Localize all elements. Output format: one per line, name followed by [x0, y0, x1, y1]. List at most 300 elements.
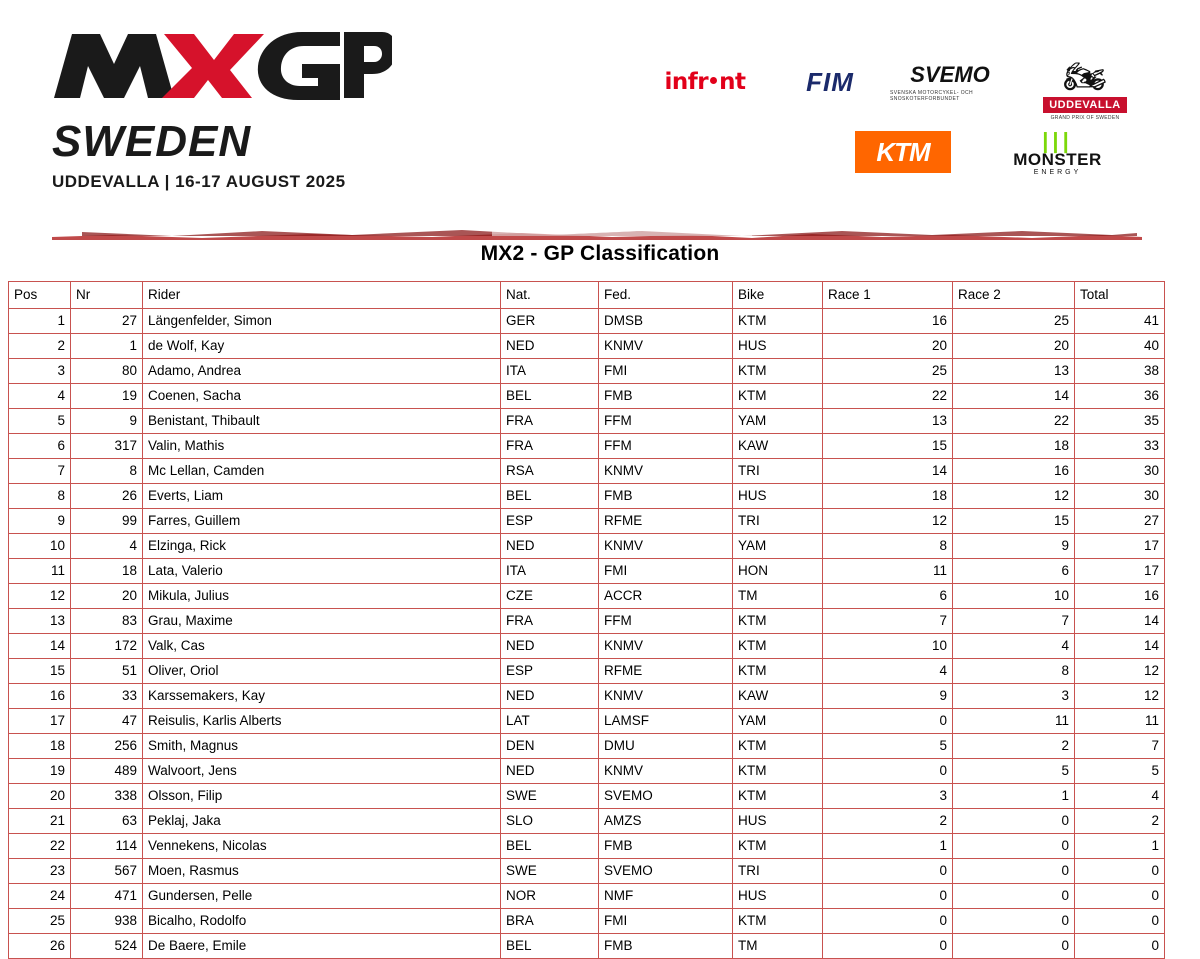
cell-fed: KNMV	[599, 684, 733, 709]
table-row	[9, 684, 1165, 709]
cell-fed: FMB	[599, 384, 733, 409]
table-row	[9, 484, 1165, 509]
cell-race1: 5	[823, 734, 953, 759]
cell-rider: Moen, Rasmus	[143, 859, 501, 884]
cell-fed: KNMV	[599, 459, 733, 484]
cell-rider: Mc Lellan, Camden	[143, 459, 501, 484]
cell-pos: 20	[9, 784, 71, 809]
cell-rider: Everts, Liam	[143, 484, 501, 509]
table-row	[9, 759, 1165, 784]
cell-bike: HUS	[733, 484, 823, 509]
cell-race1: 0	[823, 934, 953, 959]
table-row	[9, 784, 1165, 809]
cell-nr: 63	[71, 809, 143, 834]
cell-race1: 14	[823, 459, 953, 484]
sponsor-strip-top	[650, 52, 1160, 122]
cell-rider: Valin, Mathis	[143, 434, 501, 459]
cell-bike: KTM	[733, 734, 823, 759]
cell-nr: 99	[71, 509, 143, 534]
table-header	[9, 282, 1165, 309]
cell-race1: 15	[823, 434, 953, 459]
motocross-rider-icon: 🏍	[1063, 58, 1107, 96]
cell-nat: NED	[501, 334, 599, 359]
cell-total: 17	[1075, 559, 1165, 584]
cell-race2: 22	[953, 409, 1075, 434]
cell-nr: 8	[71, 459, 143, 484]
cell-bike: YAM	[733, 409, 823, 434]
cell-total: 0	[1075, 859, 1165, 884]
cell-pos: 23	[9, 859, 71, 884]
cell-total: 2	[1075, 809, 1165, 834]
cell-bike: KTM	[733, 659, 823, 684]
cell-total: 30	[1075, 459, 1165, 484]
table-row	[9, 859, 1165, 884]
cell-fed: FMI	[599, 909, 733, 934]
cell-pos: 5	[9, 409, 71, 434]
cell-race2: 1	[953, 784, 1075, 809]
table-row	[9, 459, 1165, 484]
fim-logo	[780, 66, 880, 98]
cell-fed: FMI	[599, 359, 733, 384]
cell-total: 14	[1075, 634, 1165, 659]
cell-bike: KTM	[733, 834, 823, 859]
cell-race2: 4	[953, 634, 1075, 659]
cell-bike: TM	[733, 584, 823, 609]
cell-nat: SWE	[501, 784, 599, 809]
table-row	[9, 709, 1165, 734]
cell-total: 16	[1075, 584, 1165, 609]
cell-rider: Mikula, Julius	[143, 584, 501, 609]
cell-race1: 4	[823, 659, 953, 684]
table-row	[9, 884, 1165, 909]
cell-total: 0	[1075, 934, 1165, 959]
cell-nat: NED	[501, 534, 599, 559]
table-row	[9, 659, 1165, 684]
cell-rider: Gundersen, Pelle	[143, 884, 501, 909]
cell-nat: RSA	[501, 459, 599, 484]
cell-total: 36	[1075, 384, 1165, 409]
cell-race2: 6	[953, 559, 1075, 584]
table-row	[9, 509, 1165, 534]
cell-race2: 0	[953, 934, 1075, 959]
cell-race2: 9	[953, 534, 1075, 559]
column-header-bike: Bike	[733, 282, 823, 309]
cell-pos: 3	[9, 359, 71, 384]
ktm-logo	[855, 131, 951, 173]
table-row	[9, 309, 1165, 334]
table-row	[9, 934, 1165, 959]
cell-rider: Valk, Cas	[143, 634, 501, 659]
cell-pos: 21	[9, 809, 71, 834]
cell-bike: HUS	[733, 809, 823, 834]
cell-nat: BRA	[501, 909, 599, 934]
cell-bike: TRI	[733, 509, 823, 534]
table-row	[9, 384, 1165, 409]
cell-race1: 8	[823, 534, 953, 559]
column-header-total: Total	[1075, 282, 1165, 309]
cell-rider: Lata, Valerio	[143, 559, 501, 584]
cell-nr: 317	[71, 434, 143, 459]
cell-race2: 0	[953, 809, 1075, 834]
table-row	[9, 634, 1165, 659]
cell-race2: 0	[953, 884, 1075, 909]
cell-nr: 338	[71, 784, 143, 809]
page-header	[0, 0, 1200, 232]
cell-race1: 12	[823, 509, 953, 534]
cell-rider: Walvoort, Jens	[143, 759, 501, 784]
cell-race2: 11	[953, 709, 1075, 734]
cell-rider: Elzinga, Rick	[143, 534, 501, 559]
cell-pos: 10	[9, 534, 71, 559]
cell-bike: KTM	[733, 384, 823, 409]
cell-pos: 4	[9, 384, 71, 409]
cell-rider: Olsson, Filip	[143, 784, 501, 809]
cell-total: 0	[1075, 909, 1165, 934]
cell-race2: 12	[953, 484, 1075, 509]
cell-bike: TRI	[733, 459, 823, 484]
table-row	[9, 359, 1165, 384]
cell-rider: Farres, Guillem	[143, 509, 501, 534]
cell-race1: 22	[823, 384, 953, 409]
cell-race2: 25	[953, 309, 1075, 334]
cell-nr: 20	[71, 584, 143, 609]
svemo-sublabel: SVENSKA MOTORCYKEL- OCH SNOSKOTERFORBUNDET	[890, 90, 974, 102]
cell-race2: 18	[953, 434, 1075, 459]
cell-nat: FRA	[501, 609, 599, 634]
cell-bike: KTM	[733, 759, 823, 784]
cell-nat: SWE	[501, 859, 599, 884]
cell-total: 33	[1075, 434, 1165, 459]
cell-rider: Peklaj, Jaka	[143, 809, 501, 834]
cell-nat: SLO	[501, 809, 599, 834]
cell-nat: NED	[501, 759, 599, 784]
cell-pos: 11	[9, 559, 71, 584]
cell-rider: Adamo, Andrea	[143, 359, 501, 384]
cell-race1: 2	[823, 809, 953, 834]
column-header-rider: Rider	[143, 282, 501, 309]
cell-fed: FMB	[599, 934, 733, 959]
cell-race2: 8	[953, 659, 1075, 684]
table-row	[9, 409, 1165, 434]
cell-race1: 0	[823, 909, 953, 934]
cell-nr: 938	[71, 909, 143, 934]
cell-race2: 5	[953, 759, 1075, 784]
cell-nr: 4	[71, 534, 143, 559]
cell-fed: FMB	[599, 834, 733, 859]
table-row	[9, 584, 1165, 609]
cell-nr: 19	[71, 384, 143, 409]
cell-bike: YAM	[733, 534, 823, 559]
cell-race2: 3	[953, 684, 1075, 709]
cell-total: 11	[1075, 709, 1165, 734]
svemo-logo	[890, 62, 1010, 102]
cell-rider: de Wolf, Kay	[143, 334, 501, 359]
cell-fed: SVEMO	[599, 784, 733, 809]
monster-energy-logo	[985, 125, 1130, 181]
results-table-container	[8, 281, 1168, 959]
cell-race2: 13	[953, 359, 1075, 384]
cell-race1: 18	[823, 484, 953, 509]
cell-fed: FFM	[599, 609, 733, 634]
cell-race1: 0	[823, 709, 953, 734]
cell-race1: 0	[823, 759, 953, 784]
cell-pos: 2	[9, 334, 71, 359]
mxgp-logo	[52, 28, 392, 192]
table-row	[9, 334, 1165, 359]
cell-nr: 9	[71, 409, 143, 434]
cell-nr: 524	[71, 934, 143, 959]
cell-fed: AMZS	[599, 809, 733, 834]
cell-race1: 6	[823, 584, 953, 609]
column-header-fed: Fed.	[599, 282, 733, 309]
cell-pos: 26	[9, 934, 71, 959]
cell-nr: 1	[71, 334, 143, 359]
monster-claw-icon: |||	[1042, 127, 1073, 153]
cell-bike: KTM	[733, 359, 823, 384]
mxgp-wordmark-icon	[52, 28, 392, 102]
cell-nat: ESP	[501, 659, 599, 684]
column-header-nat: Nat.	[501, 282, 599, 309]
cell-race2: 0	[953, 834, 1075, 859]
cell-pos: 6	[9, 434, 71, 459]
cell-rider: Smith, Magnus	[143, 734, 501, 759]
cell-nr: 83	[71, 609, 143, 634]
cell-race1: 10	[823, 634, 953, 659]
brush-divider	[52, 228, 1142, 244]
cell-nat: FRA	[501, 409, 599, 434]
cell-bike: KTM	[733, 309, 823, 334]
cell-race1: 1	[823, 834, 953, 859]
cell-nat: BEL	[501, 934, 599, 959]
cell-race2: 20	[953, 334, 1075, 359]
cell-total: 38	[1075, 359, 1165, 384]
cell-bike: TM	[733, 934, 823, 959]
cell-rider: Längenfelder, Simon	[143, 309, 501, 334]
cell-nat: BEL	[501, 834, 599, 859]
cell-pos: 16	[9, 684, 71, 709]
cell-pos: 15	[9, 659, 71, 684]
cell-bike: KTM	[733, 609, 823, 634]
cell-nat: NED	[501, 634, 599, 659]
column-header-pos: Pos	[9, 282, 71, 309]
cell-race2: 10	[953, 584, 1075, 609]
cell-nr: 256	[71, 734, 143, 759]
cell-fed: NMF	[599, 884, 733, 909]
cell-race1: 25	[823, 359, 953, 384]
cell-nat: BEL	[501, 484, 599, 509]
cell-fed: LAMSF	[599, 709, 733, 734]
cell-rider: Reisulis, Karlis Alberts	[143, 709, 501, 734]
results-table	[8, 281, 1165, 959]
cell-race1: 16	[823, 309, 953, 334]
cell-bike: KAW	[733, 684, 823, 709]
svemo-label: SVEMO	[910, 62, 990, 87]
cell-nat: NED	[501, 684, 599, 709]
cell-pos: 14	[9, 634, 71, 659]
cell-fed: KNMV	[599, 334, 733, 359]
cell-race1: 13	[823, 409, 953, 434]
cell-race1: 11	[823, 559, 953, 584]
cell-fed: DMSB	[599, 309, 733, 334]
cell-total: 5	[1075, 759, 1165, 784]
cell-total: 27	[1075, 509, 1165, 534]
infront-logo	[650, 68, 760, 96]
cell-total: 35	[1075, 409, 1165, 434]
cell-rider: Oliver, Oriol	[143, 659, 501, 684]
cell-bike: HON	[733, 559, 823, 584]
cell-race2: 0	[953, 909, 1075, 934]
cell-rider: Karssemakers, Kay	[143, 684, 501, 709]
cell-race2: 14	[953, 384, 1075, 409]
infront-label: infr	[664, 69, 709, 95]
cell-total: 14	[1075, 609, 1165, 634]
table-row	[9, 834, 1165, 859]
cell-nat: FRA	[501, 434, 599, 459]
cell-nr: 80	[71, 359, 143, 384]
cell-rider: Coenen, Sacha	[143, 384, 501, 409]
cell-race1: 0	[823, 884, 953, 909]
uddevalla-sublabel: GRAND PRIX OF SWEDEN	[1050, 115, 1120, 121]
cell-nr: 172	[71, 634, 143, 659]
cell-total: 12	[1075, 659, 1165, 684]
cell-pos: 18	[9, 734, 71, 759]
cell-bike: YAM	[733, 709, 823, 734]
cell-nr: 489	[71, 759, 143, 784]
cell-nr: 33	[71, 684, 143, 709]
cell-pos: 12	[9, 584, 71, 609]
cell-race2: 15	[953, 509, 1075, 534]
cell-pos: 25	[9, 909, 71, 934]
cell-pos: 17	[9, 709, 71, 734]
cell-fed: KNMV	[599, 534, 733, 559]
cell-fed: KNMV	[599, 759, 733, 784]
fim-label: FIM	[806, 66, 854, 97]
cell-total: 12	[1075, 684, 1165, 709]
cell-fed: FMI	[599, 559, 733, 584]
cell-nat: CZE	[501, 584, 599, 609]
table-row	[9, 534, 1165, 559]
cell-race2: 16	[953, 459, 1075, 484]
cell-rider: De Baere, Emile	[143, 934, 501, 959]
cell-nat: DEN	[501, 734, 599, 759]
cell-bike: TRI	[733, 859, 823, 884]
event-subtitle: UDDEVALLA | 16-17 AUGUST 2025	[52, 172, 346, 191]
cell-nat: BEL	[501, 384, 599, 409]
cell-fed: DMU	[599, 734, 733, 759]
cell-race1: 9	[823, 684, 953, 709]
cell-fed: FMB	[599, 484, 733, 509]
cell-pos: 8	[9, 484, 71, 509]
cell-race1: 7	[823, 609, 953, 634]
cell-fed: RFME	[599, 659, 733, 684]
cell-race2: 2	[953, 734, 1075, 759]
cell-nat: LAT	[501, 709, 599, 734]
cell-nat: ITA	[501, 359, 599, 384]
column-header-nr: Nr	[71, 282, 143, 309]
cell-fed: FFM	[599, 409, 733, 434]
page-title: MX2 - GP Classification	[480, 242, 720, 265]
cell-nr: 471	[71, 884, 143, 909]
infront-dot-icon	[710, 77, 717, 84]
cell-pos: 9	[9, 509, 71, 534]
cell-race2: 7	[953, 609, 1075, 634]
cell-bike: HUS	[733, 884, 823, 909]
table-row	[9, 734, 1165, 759]
cell-total: 4	[1075, 784, 1165, 809]
cell-nr: 567	[71, 859, 143, 884]
cell-race1: 20	[823, 334, 953, 359]
table-row	[9, 609, 1165, 634]
cell-pos: 22	[9, 834, 71, 859]
cell-total: 0	[1075, 884, 1165, 909]
cell-nr: 27	[71, 309, 143, 334]
cell-race2: 0	[953, 859, 1075, 884]
uddevalla-label: UDDEVALLA	[1043, 97, 1127, 113]
cell-bike: KTM	[733, 909, 823, 934]
cell-bike: KTM	[733, 784, 823, 809]
cell-nat: ITA	[501, 559, 599, 584]
cell-nr: 18	[71, 559, 143, 584]
cell-pos: 24	[9, 884, 71, 909]
cell-race1: 0	[823, 859, 953, 884]
cell-rider: Grau, Maxime	[143, 609, 501, 634]
cell-pos: 13	[9, 609, 71, 634]
table-row	[9, 909, 1165, 934]
cell-nat: NOR	[501, 884, 599, 909]
cell-nat: GER	[501, 309, 599, 334]
cell-nr: 51	[71, 659, 143, 684]
cell-pos: 1	[9, 309, 71, 334]
cell-rider: Benistant, Thibault	[143, 409, 501, 434]
cell-total: 17	[1075, 534, 1165, 559]
cell-nr: 47	[71, 709, 143, 734]
monster-label: MONSTER	[1013, 149, 1102, 169]
ktm-label: KTM	[876, 136, 930, 167]
cell-nr: 114	[71, 834, 143, 859]
sponsor-strip-bottom	[845, 125, 1145, 185]
cell-bike: KAW	[733, 434, 823, 459]
column-header-race2: Race 2	[953, 282, 1075, 309]
table-header-row	[9, 282, 1165, 309]
cell-bike: KTM	[733, 634, 823, 659]
event-country: SWEDEN	[52, 117, 252, 166]
cell-nat: ESP	[501, 509, 599, 534]
table-row	[9, 559, 1165, 584]
cell-total: 7	[1075, 734, 1165, 759]
table-row	[9, 434, 1165, 459]
cell-rider: Bicalho, Rodolfo	[143, 909, 501, 934]
infront-label-tail: nt	[719, 69, 746, 95]
cell-pos: 7	[9, 459, 71, 484]
cell-fed: SVEMO	[599, 859, 733, 884]
cell-fed: ACCR	[599, 584, 733, 609]
cell-rider: Vennekens, Nicolas	[143, 834, 501, 859]
cell-total: 40	[1075, 334, 1165, 359]
cell-bike: HUS	[733, 334, 823, 359]
cell-fed: RFME	[599, 509, 733, 534]
table-body	[9, 309, 1165, 959]
cell-fed: KNMV	[599, 634, 733, 659]
column-header-race1: Race 1	[823, 282, 953, 309]
monster-sublabel: ENERGY	[1033, 168, 1082, 176]
cell-fed: FFM	[599, 434, 733, 459]
cell-pos: 19	[9, 759, 71, 784]
cell-total: 1	[1075, 834, 1165, 859]
cell-nr: 26	[71, 484, 143, 509]
table-row	[9, 809, 1165, 834]
cell-race1: 3	[823, 784, 953, 809]
uddevalla-logo	[1025, 44, 1145, 136]
